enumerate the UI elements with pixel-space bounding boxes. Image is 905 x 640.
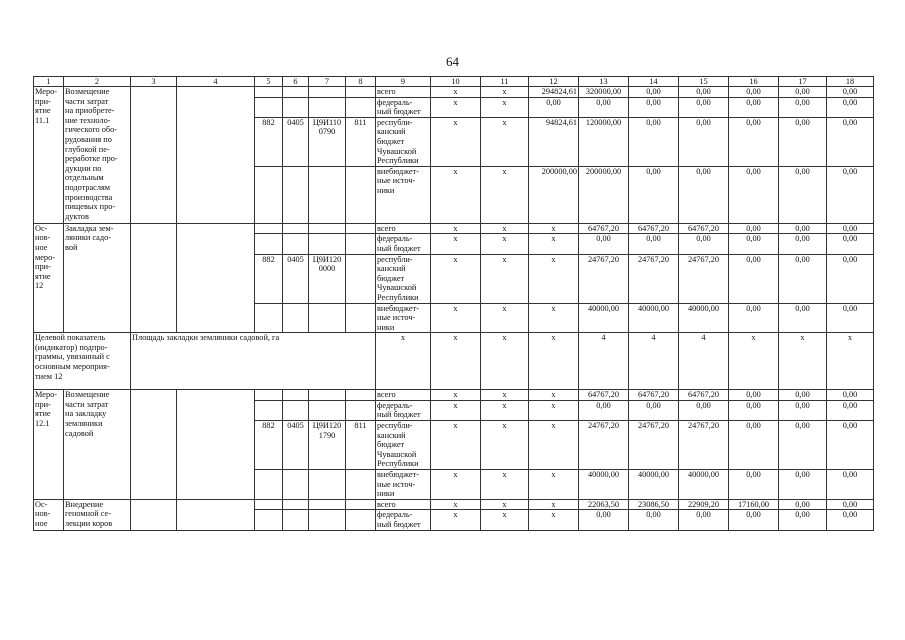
value-cell: 24767,20 [679,254,729,303]
empty-cell [309,234,346,254]
item-title: Закладка зем- ляники садо- вой [64,223,131,333]
item-title: Возмещение части затрат на приобрете- ние техноло- гического обо- рудования по глубокой пе- реработке про- дукции по отдельным подотраслям производства пищевых про- дуктов [64,87,131,224]
section-code: 0405 [283,421,309,470]
empty-cell [283,400,309,420]
header-cell: 3 [131,77,177,87]
empty-cell [255,499,283,510]
target-article: Ц9И110 0790 [309,117,346,166]
value-cell: 0,00 [827,254,874,303]
value-cell: x [431,303,481,333]
header-cell: 13 [579,77,629,87]
value-cell: x [431,166,481,223]
empty-cell [255,87,283,98]
funding-source: федераль- ный бюджет [376,400,431,420]
value-cell: x [431,421,481,470]
value-cell: 0,00 [729,223,779,234]
value-cell: 0,00 [679,234,729,254]
value-cell: 22909,20 [679,499,729,510]
empty-cell [255,234,283,254]
empty-cell [309,97,346,117]
value-cell: 64767,20 [579,390,629,401]
empty-cell [309,470,346,500]
funding-source: республи- канский бюджет Чувашской Республики [376,117,431,166]
empty-cell [346,499,376,510]
section-code: 0405 [283,117,309,166]
value-cell: 24767,20 [629,421,679,470]
value-cell: 64767,20 [679,390,729,401]
header-cell: 8 [346,77,376,87]
funding-source: внебюджет- ные источ- ники [376,303,431,333]
table-row [34,390,874,401]
funding-source: федераль- ный бюджет [376,234,431,254]
value-cell: 23086,50 [629,499,679,510]
value-cell: 0,00 [827,400,874,420]
value-cell: 0,00 [827,234,874,254]
value-cell: 294824,61 [529,87,579,98]
empty-cell [283,390,309,401]
empty-cell [283,499,309,510]
value-cell: 0,00 [729,390,779,401]
table-row [34,499,874,510]
value-cell: 0,00 [779,234,827,254]
value-cell: 0,00 [629,87,679,98]
empty-cell [177,390,255,500]
value-cell: 0,00 [679,166,729,223]
header-cell: 4 [177,77,255,87]
value-cell: 120000,00 [579,117,629,166]
empty-cell [255,510,283,530]
value-cell: 0,00 [729,303,779,333]
empty-cell [255,470,283,500]
empty-cell [255,166,283,223]
value-cell: 0,00 [827,97,874,117]
value-cell: x [481,510,529,530]
value-cell: 0,00 [729,470,779,500]
value-cell: 0,00 [779,400,827,420]
value-cell: 0,00 [827,390,874,401]
value-cell: x [481,303,529,333]
value-cell: x [529,421,579,470]
target-article: Ц9И120 1790 [309,421,346,470]
value-cell: 0,00 [679,87,729,98]
value-cell: 0,00 [629,400,679,420]
value-cell: 0,00 [529,97,579,117]
empty-cell [346,400,376,420]
empty-cell [283,87,309,98]
value-cell: 24767,20 [679,421,729,470]
funding-source: республи- канский бюджет Чувашской Республики [376,254,431,303]
empty-cell [131,223,177,333]
value-cell: x [431,510,481,530]
funding-source: всего [376,499,431,510]
item-code: Ос- нов- ное [34,499,64,530]
target-indicator-name: Площадь закладки земляники садовой, га [131,333,376,390]
value-cell: x [431,97,481,117]
value-cell: 0,00 [729,510,779,530]
value-cell: 0,00 [629,234,679,254]
value-cell: 0,00 [827,510,874,530]
value-cell: x [779,333,827,390]
value-cell: x [481,117,529,166]
budget-table [33,76,874,531]
value-cell: 0,00 [629,166,679,223]
value-cell: x [529,234,579,254]
item-code: Меро- при- ятие 12.1 [34,390,64,500]
item-code: Ос- нов- ное меро- при- ятие 12 [34,223,64,333]
value-cell: x [431,400,481,420]
value-cell: x [481,390,529,401]
empty-cell [346,223,376,234]
value-cell: x [481,166,529,223]
value-cell: x [431,470,481,500]
value-cell: 64767,20 [679,223,729,234]
header-cell: 7 [309,77,346,87]
value-cell: x [431,390,481,401]
value-cell: 0,00 [629,97,679,117]
expense-type: 811 [346,421,376,470]
value-cell: 64767,20 [579,223,629,234]
empty-cell [283,234,309,254]
value-cell: 24767,20 [579,421,629,470]
value-cell: 0,00 [729,97,779,117]
empty-cell [131,499,177,530]
value-cell: x [431,499,481,510]
value-cell: 0,00 [779,303,827,333]
value-cell: x [431,223,481,234]
gr-code: 882 [255,117,283,166]
funding-source: всего [376,223,431,234]
value-cell: 0,00 [827,117,874,166]
header-cell: 18 [827,77,874,87]
value-cell: 22063,50 [579,499,629,510]
value-cell: x [431,117,481,166]
item-title: Внедрение геномной се- лекции коров [64,499,131,530]
funding-source: всего [376,390,431,401]
target-article: Ц9И120 0000 [309,254,346,303]
value-cell: 0,00 [779,510,827,530]
header-row [34,77,874,87]
funding-source: федераль- ный бюджет [376,97,431,117]
value-cell: 0,00 [779,390,827,401]
value-cell: 40000,00 [579,303,629,333]
value-cell: 0,00 [679,400,729,420]
value-cell: x [431,234,481,254]
value-cell: x [481,470,529,500]
value-cell: 0,00 [729,254,779,303]
value-cell: 0,00 [779,470,827,500]
value-cell: 0,00 [827,303,874,333]
value-cell: 64767,20 [629,223,679,234]
value-cell: 0,00 [679,97,729,117]
value-cell: 24767,20 [579,254,629,303]
value-cell: 0,00 [679,510,729,530]
value-cell: x [481,234,529,254]
header-cell: 17 [779,77,827,87]
value-cell: 0,00 [729,166,779,223]
value-cell: x [529,223,579,234]
target-indicator-label: Целевой показатель (индикатор) подпро- граммы, увязанный с основным мероприя- тием 12 [34,333,131,390]
empty-cell [309,166,346,223]
item-code: Меро- при- ятие 11.1 [34,87,64,224]
value-cell: 320000,00 [579,87,629,98]
value-cell: 0,00 [729,400,779,420]
value-cell: x [529,470,579,500]
empty-cell [283,97,309,117]
value-cell: x [827,333,874,390]
value-cell: 0,00 [779,166,827,223]
empty-cell [309,223,346,234]
value-cell: 24767,20 [629,254,679,303]
empty-cell [255,97,283,117]
value-cell: x [431,254,481,303]
table-row [34,87,874,98]
value-cell: 0,00 [579,234,629,254]
value-cell: 0,00 [779,421,827,470]
value-cell: 0,00 [827,421,874,470]
empty-cell [283,510,309,530]
value-cell: x [481,87,529,98]
value-cell: 0,00 [827,87,874,98]
funding-source: внебюджет- ные источ- ники [376,166,431,223]
empty-cell [283,223,309,234]
empty-cell [346,234,376,254]
empty-cell [255,223,283,234]
empty-cell [283,470,309,500]
value-cell: x [529,333,579,390]
empty-cell [177,87,255,224]
empty-cell [309,87,346,98]
value-cell: 0,00 [827,470,874,500]
value-cell: x [481,333,529,390]
empty-cell [283,166,309,223]
empty-cell [255,303,283,333]
value-cell: 40000,00 [679,303,729,333]
value-cell: 4 [679,333,729,390]
empty-cell [177,499,255,530]
empty-cell [346,166,376,223]
value-cell: 200000,00 [579,166,629,223]
value-cell: 0,00 [827,166,874,223]
header-cell: 14 [629,77,679,87]
value-cell: 0,00 [629,510,679,530]
empty-cell [346,390,376,401]
value-cell: x [431,87,481,98]
value-cell: 200000,00 [529,166,579,223]
page-number: 64 [446,54,459,69]
value-cell: 0,00 [729,87,779,98]
target-indicator-row [34,333,874,390]
value-cell: x [481,254,529,303]
value-cell: 0,00 [827,499,874,510]
value-cell: x [529,499,579,510]
empty-cell [309,303,346,333]
value-cell: 0,00 [579,510,629,530]
empty-cell [309,390,346,401]
value-cell: x [481,400,529,420]
empty-cell [283,303,309,333]
value-cell: 40000,00 [629,470,679,500]
header-cell: 9 [376,77,431,87]
empty-cell [131,390,177,500]
header-cell: 15 [679,77,729,87]
value-cell: 0,00 [579,97,629,117]
value-cell: 0,00 [779,254,827,303]
empty-cell [346,87,376,98]
empty-cell [177,223,255,333]
funding-source: федераль- ный бюджет [376,510,431,530]
value-cell: 0,00 [679,117,729,166]
value-cell: 4 [629,333,679,390]
value-cell: x [481,223,529,234]
value-cell: 0,00 [779,97,827,117]
value-cell: 0,00 [779,499,827,510]
header-cell: 1 [34,77,64,87]
value-cell: x [529,303,579,333]
empty-cell [255,400,283,420]
value-cell: x [431,333,481,390]
funding-source: внебюджет- ные источ- ники [376,470,431,500]
header-cell: 11 [481,77,529,87]
value-cell: 64767,20 [629,390,679,401]
value-cell: 40000,00 [579,470,629,500]
empty-cell [346,470,376,500]
value-cell: 0,00 [779,87,827,98]
empty-cell [131,87,177,224]
value-cell: 40000,00 [629,303,679,333]
item-title: Возмещение части затрат на закладку земляники садовой [64,390,131,500]
funding-source: всего [376,87,431,98]
empty-cell [346,303,376,333]
section-code: 0405 [283,254,309,303]
value-cell: x [729,333,779,390]
header-cell: 6 [283,77,309,87]
value-cell: x [529,390,579,401]
value-cell: 17160,00 [729,499,779,510]
gr-code: 882 [255,254,283,303]
header-cell: 10 [431,77,481,87]
gr-code: 882 [255,421,283,470]
empty-cell [255,390,283,401]
empty-cell [309,499,346,510]
value-cell: 0,00 [729,117,779,166]
value-cell: 0,00 [729,421,779,470]
value-cell: x [529,510,579,530]
value-cell: 0,00 [779,223,827,234]
header-cell: 16 [729,77,779,87]
empty-cell [309,510,346,530]
expense-type: 811 [346,117,376,166]
empty-cell [346,97,376,117]
header-cell: 2 [64,77,131,87]
expense-type [346,254,376,303]
header-cell: 5 [255,77,283,87]
value-cell: 0,00 [729,234,779,254]
value-cell: 4 [579,333,629,390]
value-cell: x [529,400,579,420]
empty-cell [309,400,346,420]
value-cell: 40000,00 [679,470,729,500]
empty-cell [346,510,376,530]
value-cell: x [481,421,529,470]
value-cell: 0,00 [579,400,629,420]
value-cell: x [529,254,579,303]
value-cell: x [481,499,529,510]
value-cell: 94824,61 [529,117,579,166]
table-row [34,223,874,234]
value-cell: 0,00 [827,223,874,234]
funding-source: республи- канский бюджет Чувашской Республики [376,421,431,470]
value-cell: x [481,97,529,117]
value-cell: 0,00 [779,117,827,166]
value-cell: x [376,333,431,390]
header-cell: 12 [529,77,579,87]
value-cell: 0,00 [629,117,679,166]
